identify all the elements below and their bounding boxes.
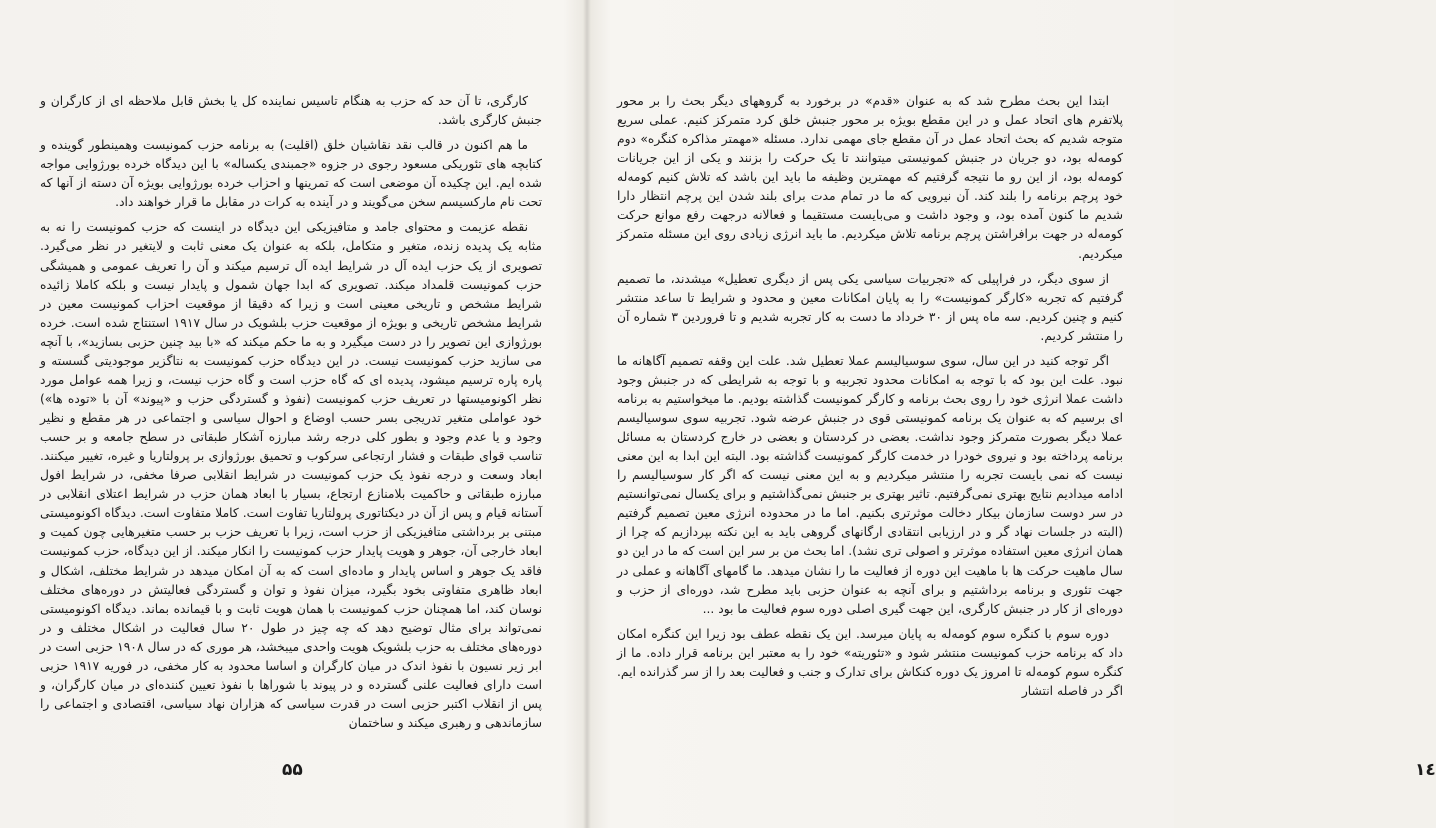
right-paragraph-2: از سوی دیگر، در فراپیلی که «تجربیات سیاسی یکی پس از دیگری تعطیل» میشدند، ما تصمیم گرفتیم که تجربه «کارگر کمونیست» را به پایان امکانات معین و محدود و شرایط تا ساعد منتشر کنیم و چنین کردیم. سه ماه پس از ۳۰ خرداد ما دست به کار تجربه شدیم و تا فروردین ۳ شماره آن را منتشر کردیم. bbox=[617, 271, 1123, 343]
left-page bbox=[0, 0, 583, 828]
left-page-number: ۵۵ bbox=[282, 760, 303, 780]
right-page bbox=[591, 0, 1436, 828]
right-page-text bbox=[617, 92, 1123, 707]
left-paragraph-1: کارگری، تا آن حد که حزب به هنگام تاسیس نماینده کل یا بخش قابل ملاحظه ای از کارگران و جنبش کارگری باشد. bbox=[40, 94, 542, 128]
right-paragraph-4: دوره سوم با کنگره سوم کومه‌له به پایان میرسد. این یک نقطه عطف بود زیرا این کنگره امکان داد که برنامه حزب کمونیست منتشر شود و «تئوریته» خود را به معتبر این برنامه قرار داده. ما از کنگره سوم کومه‌له تا امروز یک دوره کنکاش برای تدارک و جنب و فعالیت بعد را از سر گذرانده ایم. اگر در فاصله انتشار bbox=[617, 626, 1123, 698]
left-paragraph-3: نقطه عزیمت و محتوای جامد و متافیزیکی این دیدگاه در اینست که حزب کمونیست را نه به مثابه یک پدیده زنده، متغیر و متکامل، بلکه به عنوان یک معنی ثابت و لایتغیر در نظر می‌گیرد. تصویری از یک حزب ایده آل در شرایط ایده آل ترسیم میکند و آن را تعریف عمومی و همیشگی حزب کمونیست قلمداد میکند. تصویری که ابدا جهان شمول و پایدار نیست و بلکه کاملا زائیده شرایط مشخص و تاریخی معینی است و زیرا که دقیقا از موقعیت احزاب کمونیست معین در شرایط مشخص تاریخی و بویژه از موقعیت حزب بلشویک در سال ۱۹۱۷ استنتاج شده است. خرده بورژوازی این تصویر را در دست میگیرد و به ما حکم میکند که «با بید چنین حزبی بسازید»، با آنچه می سازید حزب کمونیست نیست. در این دیدگاه حزب کمونیست به نتاگزیر موجودیتی گسسته و پاره پاره ترسیم میشود، پدیده ای که گاه حزب است و گاه حزب نیست، و زیرا همه عوامل مورد نظر اکونومیستها در تعریف حزب کمونیست (نفوذ و گستردگی حزب و «پیوند» آن با «توده ها») خود عواملی متغیر تدریجی بسر حسب اوضاع و احوال سیاسی و اجتماعی در هر مقطع و نظیر وجود و یا عدم وجود و بطور کلی درجه رشد مبارزه آشکار طبقاتی در سطح جامعه و بر حسب تناسب قوای طبقات و فشار ارتجاعی سرکوب و تحمیق بورژوازی بر پرولتاریا و غیره، تغییر میکنند. ابعاد وسعت و درجه نفوذ یک حزب کمونیست در شرایط انقلابی صرفا مخفی، در شرایط افول مبارزه طبقاتی و حاکمیت بلامنازع ارتجاع، بسیار با ابعاد همان حزب در شرایط اعتلای انقلابی در آستانه قیام و پس از آن در دیکتاتوری پرولتاریا تفاوت است. کاملا متفاوت است. دیدگاه اکونومیستی مبتنی بر برداشتی متافیزیکی از حزب است، زیرا با تعریف حزب بر حسب متغیرهایی چون کمیت و ابعاد خارجی آن، جوهر و هویت پایدار حزب کمونیست را انکار میکند. از این دیدگاه، حزب کمونیست فاقد یک جوهر و اساس پایدار و ماده‌ای است که به آن امکان میدهد در شرایط مختلف، اشکال و ابعاد ظاهری متفاوتی بخود بگیرد، میزان نفوذ و توان و گستردگی فعالیتش در دوره‌های مختلف نوسان کند، اما همچنان حزب کمونیست با همان هویت ثابت و با قیمانده بماند. دیدگاه اکونومیستی نمی‌تواند برای مثال توضیح دهد که چه چیز در طول ۲۰ سال فعالیت در اشکال مختلف و در دوره‌های مختلف به حزب بلشویک هویت واحدی میبخشد، هر موری که در سال ۱۹۰۸ حزبی است در ابر زیر نسیون با نفوذ اندک در میان کارگران و اساسا محدود به کار مخفی، در فوریه ۱۹۱۷ حزبی است دارای فعالیت علنی گسترده و در پیوند با شوراها با نفوذ تعیین کننده‌ای در میان کارگران، و پس از انقلاب اکتبر حزبی است در قدرت سیاسی که هزاران نهاد سیاسی، اقتصادی و اجتماعی را سازماندهی و رهبری میکند و ساختمان bbox=[40, 220, 542, 730]
right-paragraph-3: اگر توجه کنید در این سال، سوی سوسیالیسم عملا تعطیل شد. علت این وقفه تصمیم آگاهانه ما نبود. علت این بود که با توجه به امکانات محدود تجربیه و با توجه به شرایطی که در جنبش وجود داشت عملا انرژی خود را روی بحث برنامه و کارگر کمونیست گذاشته بودیم. ما میخواستیم به برنامه ای برسیم که به عنوان یک برنامه کمونیستی قوی در جنبش عرضه شود. تجربیه سوی سوسیالیسم عملا دیگر بصورت متمرکز وجود نداشت. بعضی در کردستان و بعضی در خارج کردستان به مسائل برنامه پرداخته بود و نیروی خودرا در خدمت کارگر کمونیست گذاشته بود. البته این ابدا به این معنی نیست که نمی بایست تجربه را منتشر میکردیم و به این معنی نیست که اگر کار سوسیالیسم را ادامه میدادیم نتایج بهتری نمی‌گرفتیم. تاثیر بهتری بر جنبش نمی‌گذاشتیم و برای یکسال نمی‌توانستیم در سر دوست سازمان بیکار دخالت موثرتری بکنیم. اما ما در محدوده انرژی معین تصمیم گرفتیم (البته در جلسات نهاد گر و در ارزیابی انتقادی ارگانهای گروهی باید به این نکته بپردازیم که چرا از همان انرژی معین استفاده موثرتر و اصولی تری نشد). اما بحث من بر سر این است که ما در این دو سال ماهیت حرکت ها با ماهیت این دوره از فعالیت ما را نشان میدهد. ما گامهای آگاهانه و عملی در جهت تئوری و برنامه برداشتیم و برای آنچه به عنوان حزبی باید مطرح شد، دوره‌ای از حزب و دوره‌ای از کار در جنبش کارگری، این جهت گیری اصلی دوره سوم فعالیت ما بود ... bbox=[617, 353, 1123, 616]
book-gutter bbox=[583, 0, 591, 828]
right-paragraph-1: ابتدا این بحث مطرح شد که به عنوان «قدم» در برخورد به گروههای دیگر بحث را بر محور پلاتفرم های اتحاد عمل و در این مقطع بویژه بر محور جنبش خلق کرد متمرکز کنیم. عملی سریع متوجه شدیم که بحث اتحاد عمل در آن مقطع جای مهمی ندارد. مسئله «مهمتر مذاکره کنگره» دوم کومه‌له بود، دو جریان در جنبش کمونیستی میتوانند تا یک حرکت را بزنند و یکی از این جریانات کومه‌له بود، از این رو ما نتیجه گرفتیم که مهمترین وظیفه ما باید این باشد که تلاش کنیم کومه‌له خود پرچم برنامه را بلند کند. آن نیرویی که ما در تمام مدت برای بلند شدن این پرچم انتظار دارا شدیم ما کنون آمده بود، و وجود داشت و می‌بایست مستقیما و فعالانه درجهت رفع موانع حرکت کومه‌له در جهت برافراشتن پرچم برنامه تلاش میکردیم. ما باید انرژی زیادی روی این مسئله متمرکز میکردیم. bbox=[617, 94, 1123, 261]
left-page-text bbox=[40, 92, 542, 739]
left-paragraph-2: ما هم اکنون در قالب نقد نقاشیان خلق (اقلیت) به برنامه حزب کمونیست وهمینطور گوینده و کتابچه های تئوریکی مسعود رجوی در جزوه «جمبندی یکساله» با این دیدگاه خرده بورژوایی مواجه شده ایم. این چکیده آن موضعی است که تمرینها و احزاب خرده بورژوایی بویژه آن دسته از آنها که تحت نام مارکسیسم سخن می‌گویند و در آینده به کرات در مقابل ما قرار خواهند داد. bbox=[40, 138, 542, 210]
right-page-number: ۱٤ bbox=[1415, 760, 1436, 780]
